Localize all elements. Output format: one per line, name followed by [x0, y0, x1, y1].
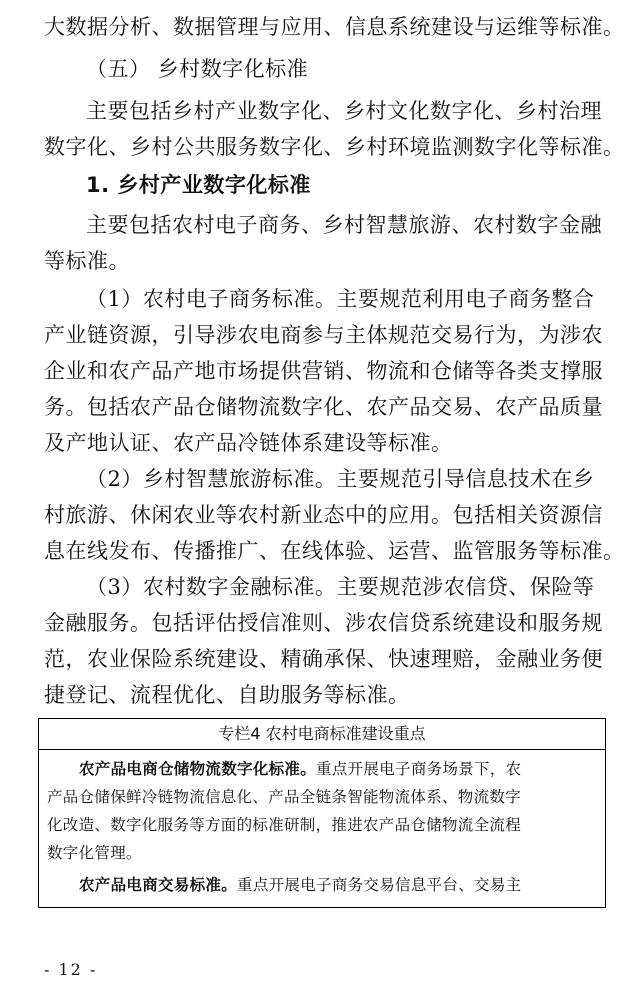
paragraph-line: 务。包括农产品仓储物流数字化、农产品交易、农产品质量	[44, 395, 603, 419]
paragraph-line: 产业链资源，引导涉农电商参与主体规范交易行为，为涉农	[44, 323, 603, 347]
box-line	[79, 875, 599, 895]
box-line: 产品仓储保鲜冷链物流信息化、产品全链条智能物流体系、物流数字	[47, 788, 522, 806]
box-item-heading: 农产品电商交易标准。	[79, 876, 238, 894]
box-line: 数字化管理。	[47, 844, 142, 862]
paragraph-line: 主要包括农村电子商务、乡村智慧旅游、农村数字金融	[86, 213, 602, 237]
paragraph-line: 主要包括乡村产业数字化、乡村文化数字化、乡村治理	[86, 99, 602, 123]
paragraph-line: 息在线发布、传播推广、在线体验、运营、监管服务等标准。	[44, 539, 625, 563]
subsection-heading: 1. 乡村产业数字化标准	[86, 173, 311, 197]
paragraph-line: 企业和农产品产地市场提供营销、物流和仓储等各类支撑服	[44, 359, 603, 383]
paragraph-line: 村旅游、休闲农业等农村新业态中的应用。包括相关资源信	[44, 503, 603, 527]
paragraph-line: 数字化、乡村公共服务数字化、乡村环境监测数字化等标准。	[44, 135, 625, 159]
page-number: - 12 -	[44, 960, 98, 979]
box-text: 重点开展电子商务交易信息平台、交易主	[237, 876, 522, 894]
paragraph-line: 及产地认证、农产品冷链体系建设等标准。	[44, 431, 453, 455]
paragraph-line: 大数据分析、数据管理与应用、信息系统建设与运维等标准。	[44, 15, 625, 39]
paragraph-line: 金融服务。包括评估授信准则、涉农信贷系统建设和服务规	[44, 611, 603, 635]
box-line: 化改造、数字化服务等方面的标准研制，推进农产品仓储物流全流程	[47, 816, 522, 834]
paragraph-line: 等标准。	[44, 249, 130, 273]
paragraph-line: 范，农业保险系统建设、精确承保、快速理赔，金融业务便	[44, 647, 603, 671]
box-line	[79, 759, 599, 779]
section-heading: （五） 乡村数字化标准	[86, 57, 309, 81]
box-item-heading: 农产品电商仓储物流数字化标准。	[79, 760, 317, 778]
box-title: 专栏4 农村电商标准建设重点	[39, 719, 605, 750]
sidebar-box	[38, 718, 606, 908]
paragraph-line: （3）农村数字金融标准。主要规范涉农信贷、保险等	[86, 575, 595, 599]
paragraph-line: （2）乡村智慧旅游标准。主要规范引导信息技术在乡	[86, 467, 595, 491]
box-text: 重点开展电子商务场景下，农	[316, 760, 522, 778]
paragraph-line: （1）农村电子商务标准。主要规范利用电子商务整合	[86, 287, 595, 311]
paragraph-line: 捷登记、流程优化、自助服务等标准。	[44, 683, 410, 707]
